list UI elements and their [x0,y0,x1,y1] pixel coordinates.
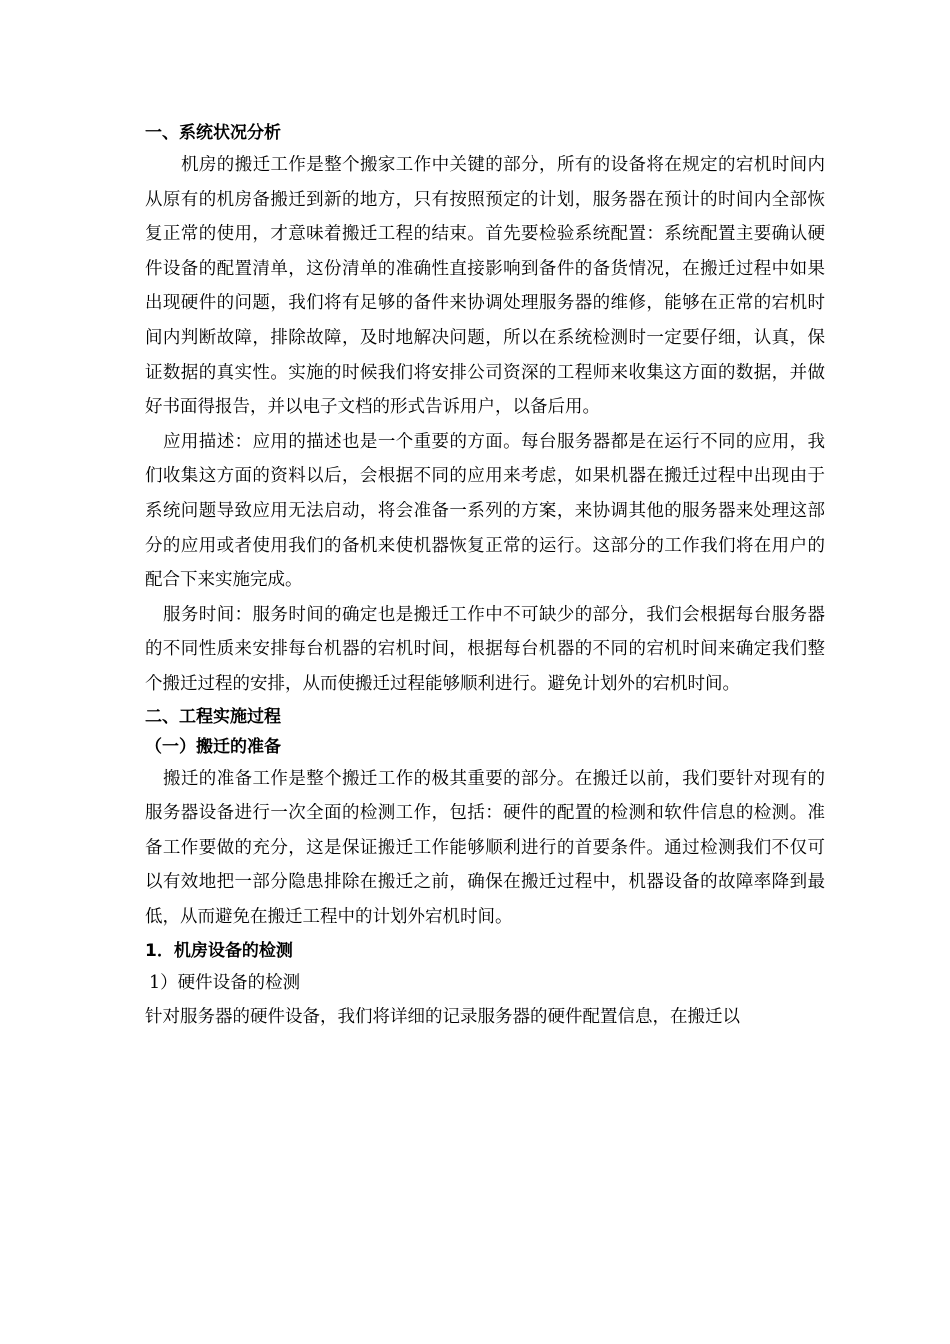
paragraph-application-description: 应用描述：应用的描述也是一个重要的方面。每台服务器都是在运行不同的应用，我们收集这方面的资料以后，会根据不同的应用来考虑，如果机器在搬迁过程中出现由于系统问题导致应用无法启动，将会准备一系列的方案，来协调其他的服务器来处理这部分的应用或者使用我们的备机来使机器恢复正常的运行。这部分的工作我们将在用户的配合下来实施完成。 [145,431,825,591]
subsection-heading-hardware-check: 1）硬件设备的检测 [149,973,301,994]
paragraph-preparation: 搬迁的准备工作是整个搬迁工作的极其重要的部分。在搬迁以前，我们要针对现有的服务器设备进行一次全面的检测工作，包括：硬件的配置的检测和软件信息的检测。准备工作要做的充分，这是保证搬迁工作能够顺利进行的首要条件。通过检测我们不仅可以有效地把一部分隐患排除在搬迁之前，确保在搬迁过程中，机器设备的故障率降到最低，从而避免在搬迁工程中的计划外宕机时间。 [145,768,825,927]
document-page [145,118,825,1035]
paragraph-service-time: 服务时间：服务时间的确定也是搬迁工作中不可缺少的部分，我们会根据每台服务器的不同性质来安排每台机器的宕机时间，根据每台机器的不同的宕机时间来确定我们整个搬迁过程的安排，从而使搬迁过程能够顺利进行。避免计划外的宕机时间。 [145,604,825,694]
paragraph-hardware-check: 针对服务器的硬件设备，我们将详细的记录服务器的硬件配置信息，在搬迁以 [145,1007,740,1028]
section-heading-implementation: 二、工程实施过程 [145,706,281,727]
section-heading-system-analysis: 一、系统状况分析 [145,123,281,143]
paragraph-relocation-overview: 机房的搬迁工作是整个搬家工作中关键的部分，所有的设备将在规定的宕机时间内从原有的机房备搬迁到新的地方，只有按照预定的计划，服务器在预计的时间内全部恢复正常的使用，才意味着搬迁工程的结束。首先要检验系统配置：系统配置主要确认硬件设备的配置清单，这份清单的准确性直接影响到备件的备货情况，在搬迁过程中如果出现硬件的问题，我们将有足够的备件来协调处理服务器的维修，能够在正常的宕机时间内判断故障，排除故障，及时地解决问题，所以在系统检测时一定要仔细，认真，保证数据的真实性。实施的时候我们将安排公司资深的工程师来收集这方面的数据，并做好书面得报告，并以电子文档的形式告诉用户，以备后用。 [145,155,825,418]
subsection-heading-preparation: （一）搬迁的准备 [145,736,281,757]
subsection-heading-equipment-check: 1．机房设备的检测 [145,941,293,962]
